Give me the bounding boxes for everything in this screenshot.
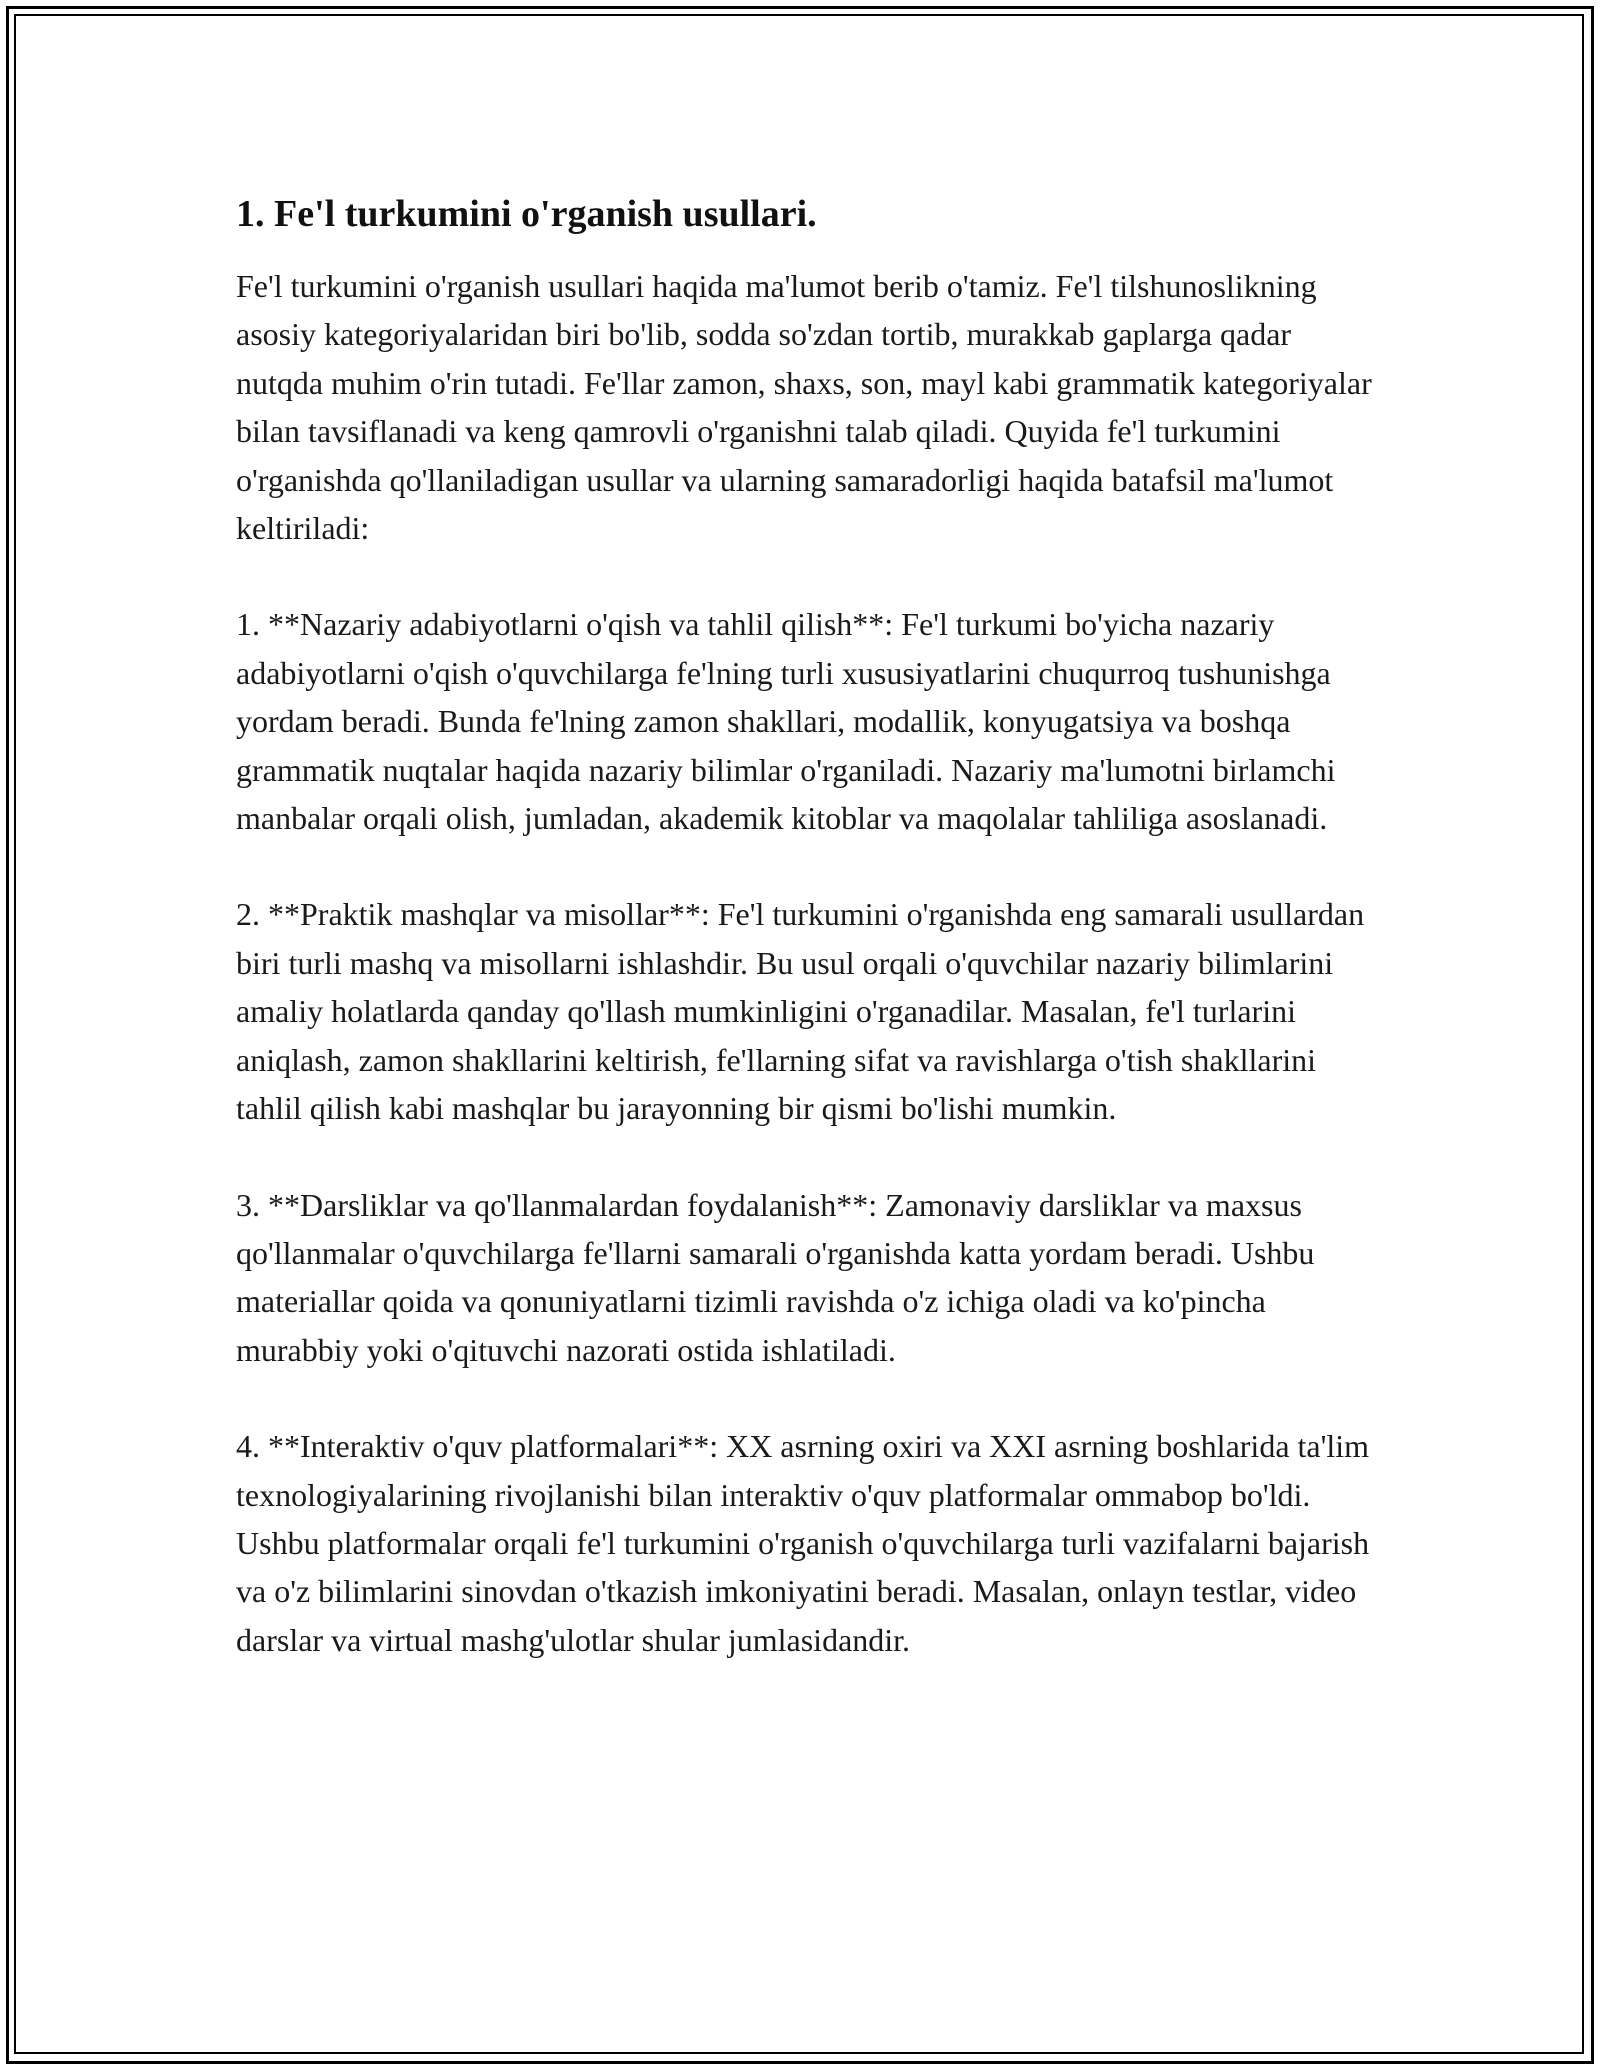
method-3-paragraph: 3. **Darsliklar va qo'llanmalardan foydalanish**: Zamonaviy darsliklar va maxsus qo'llanmalar o'quvchilarga fe'llarni samarali o'rganishda katta yordam beradi. Ushbu materiallar qoida va qonuniyatlarni tizimli ravishda o'z ichiga oladi va ko'pincha murabbiy yoki o'qituvchi nazorati ostida ishlatiladi. <box>236 1186 1315 1368</box>
intro-paragraph: Fe'l turkumini o'rganish usullari haqida ma'lumot berib o'tamiz. Fe'l tilshunoslikning asosiy kategoriyalaridan biri bo'lib, sodda so'zdan tortib, murakkab gaplarga qadar nutqda muhim o'rin tutadi. Fe'llar zamon, shaxs, son, mayl kabi grammatik kategoriyalar bilan tavsiflanadi va keng qamrovli o'rganishni talab qiladi. Quyida fe'l turkumini o'rganishda qo'llaniladigan usullar va ularning samaradorligi haqida batafsil ma'lumot keltiriladi: <box>236 268 1372 547</box>
method-2-paragraph: 2. **Praktik mashqlar va misollar**: Fe'l turkumini o'rganishda eng samarali usullardan biri turli mashq va misollarni ishlashdir. Bu usul orqali o'quvchilar nazariy bilimlarini amaliy holatlarda qanday qo'llash mumkinligini o'rganadilar. Masalan, fe'l turlarini aniqlash, zamon shakllarini keltirish, fe'llarning sifat va ravishlarga o'tish shakllarini tahlil qilish kabi mashqlar bu jarayonning bir qismi bo'lishi mumkin. <box>236 896 1365 1127</box>
section-heading: 1. Fe'l turkumini o'rganish usullari. <box>236 193 817 235</box>
method-1-paragraph: 1. **Nazariy adabiyotlarni o'qish va tahlil qilish**: Fe'l turkumi bo'yicha nazariy adabiyotlarni o'qish o'quvchilarga fe'lning turli xususiyatlarini chuqurroq tushunishga yordam beradi. Bunda fe'lning zamon shakllari, modallik, konyugatsiya va boshqa grammatik nuqtalar haqida nazariy bilimlar o'rganiladi. Nazariy ma'lumotni birlamchi manbalar orqali olish, jumladan, akademik kitoblar va maqolalar tahliliga asoslanadi. <box>236 606 1336 837</box>
document-body <box>236 182 1376 1712</box>
method-4-paragraph: 4. **Interaktiv o'quv platformalari**: XX asrning oxiri va XXI asrning boshlarida ta'lim texnologiyalarining rivojlanishi bilan interaktiv o'quv platformalar ommabop bo'ldi. Ushbu platformalar orqali fe'l turkumini o'rganish o'quvchilarga turli vazifalarni bajarish va o'z bilimlarini sinovdan o'tkazish imkoniyatini beradi. Masalan, onlayn testlar, video darslar va virtual mashg'ulotlar shular jumlasidandir. <box>236 1428 1370 1658</box>
